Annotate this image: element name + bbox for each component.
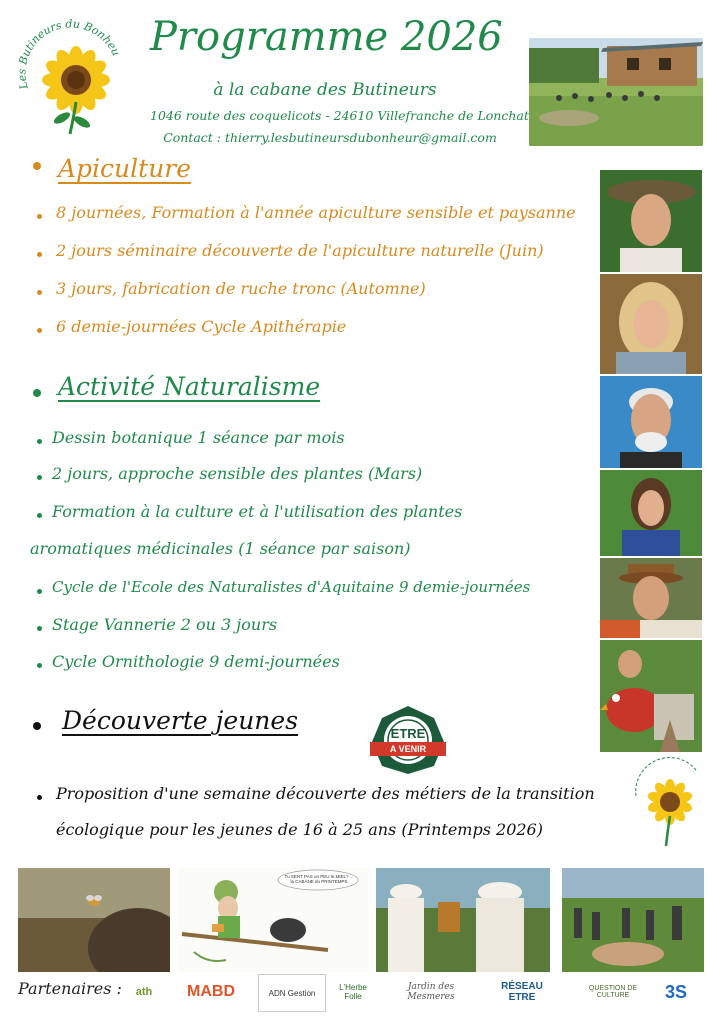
- portrait-photo: [600, 170, 702, 272]
- list-item: 2 jours séminaire découverte de l'apiculture naturelle (Juin): [56, 241, 544, 260]
- list-bullet: [37, 214, 42, 219]
- portrait-photo: [600, 376, 702, 468]
- list-item: Stage Vannerie 2 ou 3 jours: [52, 615, 278, 634]
- list-bullet: [37, 328, 42, 333]
- partner-logo-question-culture: QUESTION DE CULTURE: [588, 985, 638, 999]
- section-title-apiculture: Apiculture: [58, 154, 192, 183]
- list-item: Dessin botanique 1 séance par mois: [52, 428, 345, 447]
- list-bullet: [37, 290, 42, 295]
- workshop-photo: [562, 868, 704, 972]
- partner-logo-3s: 3S: [664, 981, 688, 1002]
- etre-badge: [368, 704, 448, 776]
- page-title: Programme 2026: [150, 14, 503, 60]
- cabin-photo: [529, 38, 703, 146]
- section-bullet: [33, 162, 41, 170]
- partner-logo-ath: ath: [135, 986, 153, 998]
- partner-logo-adn: ADN Gestion: [258, 974, 326, 1012]
- list-bullet: [37, 663, 42, 668]
- logo-butineurs-small: [626, 756, 706, 848]
- list-bullet: [37, 439, 42, 444]
- list-item: 6 demie-journées Cycle Apithérapie: [56, 317, 347, 336]
- beekeepers-photo: [376, 868, 550, 972]
- address: 1046 route des coquelicots - 24610 Villefranche de Lonchat: [150, 108, 529, 123]
- portrait-photo: [600, 274, 702, 374]
- partner-logo-reseau-etre: RÉSEAU ETRE: [501, 981, 543, 1003]
- badge-a-venir-ribbon: A VENIR: [370, 742, 446, 756]
- list-bullet: [37, 475, 42, 480]
- section-title-naturalisme: Activité Naturalisme: [58, 372, 321, 401]
- list-item: 8 journées, Formation à l'année apiculture sensible et paysanne: [56, 203, 576, 222]
- logo-butineurs: [14, 18, 126, 136]
- portrait-photo: [600, 640, 702, 752]
- list-item: 3 jours, fabrication de ruche tronc (Automne): [56, 279, 426, 298]
- list-bullet: [37, 589, 42, 594]
- portrait-photo: [600, 558, 702, 638]
- partner-logo-mabd: MABD: [187, 983, 235, 1000]
- list-bullet: [37, 795, 42, 800]
- illustration-drawing: [178, 868, 368, 972]
- section-bullet: [33, 722, 41, 730]
- list-bullet: [37, 626, 42, 631]
- portrait-photo: [600, 470, 702, 556]
- list-item: Cycle de l'Ecole des Naturalistes d'Aquitaine 9 demie-journées: [52, 578, 531, 596]
- partner-logo-jardin: Jardin des Mesmeres: [407, 982, 455, 1002]
- contact-email[interactable]: Contact : thierry.lesbutineursdubonheur@gmail.com: [163, 130, 497, 145]
- partner-logo-herbe-folle: L'Herbe Folle: [339, 983, 367, 1001]
- partners-label: Partenaires :: [18, 979, 122, 998]
- list-item-continued: écologique pour les jeunes de 16 à 25 ans (Printemps 2026): [56, 820, 543, 839]
- speech-bubble-text: Tu SENT PAS un PEU le MIEL? ... la CABANE du PRINTEMPS: [284, 874, 354, 884]
- list-item-continued: aromatiques médicinales (1 séance par saison): [30, 539, 411, 558]
- section-bullet: [33, 389, 41, 397]
- svg-text:Les Butineurs du Bonheur: Les Butineurs du Bonheu: [15, 18, 123, 91]
- list-item: 2 jours, approche sensible des plantes (Mars): [52, 464, 423, 483]
- section-title-jeunes: Découverte jeunes: [62, 706, 299, 735]
- list-item: Proposition d'une semaine découverte des métiers de la transition: [56, 784, 595, 803]
- list-item: Formation à la culture et à l'utilisation des plantes: [52, 502, 463, 521]
- bee-photo: [18, 868, 170, 972]
- badge-etre-text: ETRE: [390, 726, 426, 741]
- list-bullet: [37, 252, 42, 257]
- subtitle: à la cabane des Butineurs: [213, 80, 437, 100]
- list-bullet: [37, 513, 42, 518]
- list-item: Cycle Ornithologie 9 demi-journées: [52, 652, 340, 671]
